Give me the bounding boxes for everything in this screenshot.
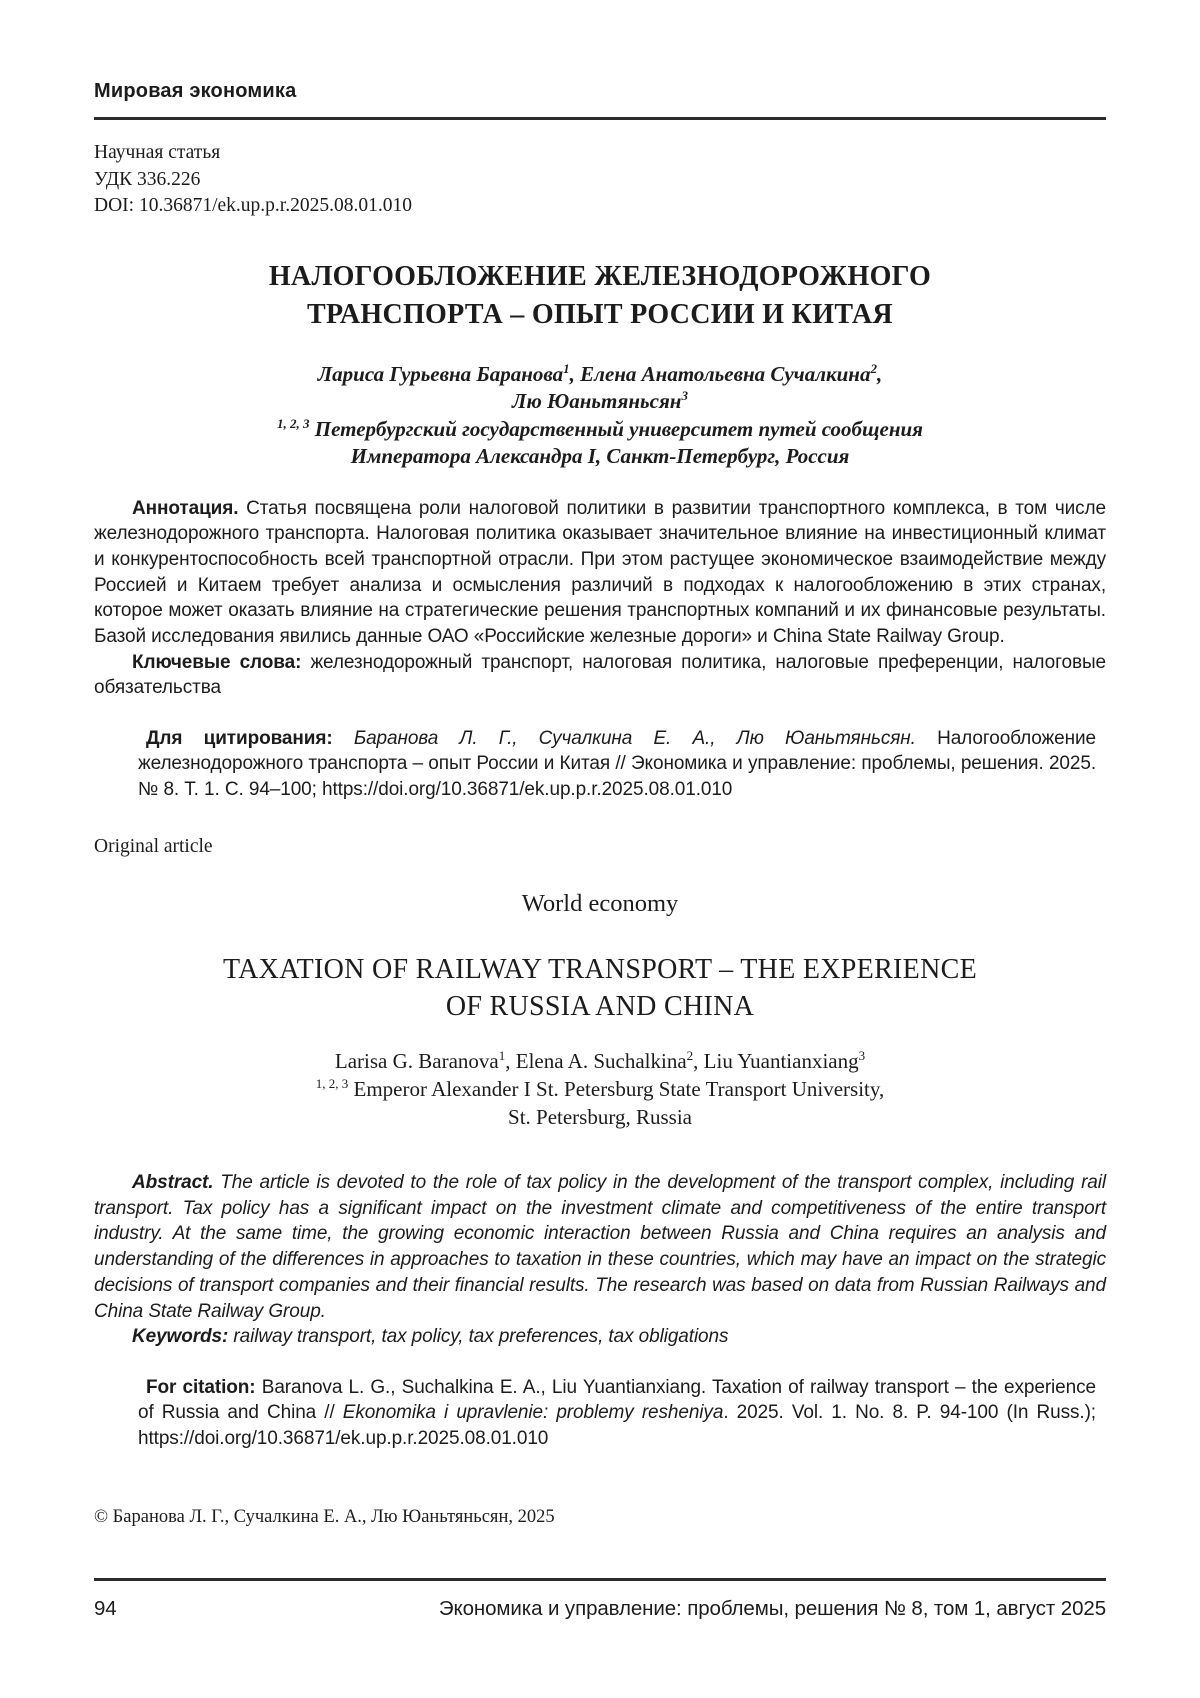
affiliation-en-line1: Emperor Alexander I St. Petersburg State Transport University, (353, 1077, 885, 1102)
author-en-3: , Liu Yuantianxiang (693, 1049, 859, 1074)
keywords-en-label: Keywords: (132, 1326, 229, 1348)
citation-en-label: For citation: (146, 1376, 256, 1398)
original-article-label: Original article (94, 836, 213, 858)
affiliation-en-sup: 1, 2, 3 (315, 1076, 349, 1092)
author-en-1: Larisa G. Baranova (334, 1049, 499, 1074)
affiliation-ru-line2: Императора Александра I, Санкт-Петербург, Россия (350, 444, 850, 468)
article-type-label: Научная статья (94, 142, 221, 163)
authors-affiliation-ru (94, 361, 1106, 471)
author-en-3-sup: 3 (858, 1048, 866, 1064)
keywords-en-text: railway transport, tax policy, tax preferences, tax obligations (233, 1326, 729, 1348)
author-ru-3-sup: 3 (681, 388, 688, 403)
abstract-ru-label: Аннотация. (132, 497, 239, 519)
author-en-2-sup: 2 (686, 1048, 694, 1064)
citation-ru-text: Налогообложение железнодорожного транспорта – опыт России и Китая // Экономика и управление: проблемы, решения. 2025. № 8. Т. 1. С. 94–100; https://doi.org/10.36871/ek.up.p.r.2025.08.01.010 (138, 728, 1097, 800)
keywords-en (94, 1324, 1106, 1350)
citation-ru (138, 726, 1096, 802)
citation-ru-authors: Баранова Л. Г., Сучалкина Е. А., Лю Юаньтяньсян. (353, 728, 916, 750)
affiliation-en-line2: St. Petersburg, Russia (508, 1105, 692, 1130)
page-footer (94, 1578, 1106, 1698)
abstract-ru-text: Статья посвящена роли налоговой политики в развитии транспортного комплекса, в том числе железнодорожного транспорта. Налоговая политика оказывает значительное влияние на инвестиционный климат и конкурентоспособность всей транспортной отрасли. При этом растущее экономическое взаимодействие между Россией и Китаем требует анализа и осмысления различий в подходах к налогообложению в этих странах, которое может оказать влияние на стратегические решения транспортных компаний и их финансовые результаты. Базой исследования явились данные ОАО «Российские железные дороги» и China State Railway Group. (94, 497, 1106, 648)
authors-affiliation-en (94, 1047, 1106, 1131)
keywords-ru (94, 650, 1106, 701)
footer-rule (94, 1578, 1106, 1581)
article-title-ru-line1: НАЛОГООБЛОЖЕНИЕ ЖЕЛЕЗНОДОРОЖНОГО (268, 260, 932, 292)
udc-label: УДК 336.226 (94, 168, 201, 190)
page-number: 94 (94, 1597, 117, 1620)
meta-block (94, 140, 1106, 220)
article-title-ru (94, 258, 1106, 334)
article-title-en-line2: OF RUSSIA AND CHINA (445, 991, 755, 1023)
author-ru-3: Лю Юаньтяньсян (512, 389, 682, 413)
footer-journal-line: Экономика и управление: проблемы, решения № 8, том 1, август 2025 (438, 1597, 1106, 1620)
article-title-en (94, 951, 1106, 1025)
abstract-en-label: Abstract. (132, 1172, 214, 1194)
article-title-ru-line2: ТРАНСПОРТА – ОПЫТ РОССИИ И КИТАЯ (307, 298, 893, 330)
affiliation-ru-sup: 1, 2, 3 (277, 415, 310, 431)
header-rule (94, 117, 1106, 120)
author-ru-1-sup: 1 (563, 360, 570, 376)
abstract-en (94, 1170, 1106, 1324)
article-title-en-line1: TAXATION OF RAILWAY TRANSPORT – THE EXPERIENCE (223, 954, 977, 986)
keywords-ru-label: Ключевые слова: (132, 651, 302, 673)
citation-en-before-journal: Baranova L. G., Suchalkina E. A., Liu Yuantianxiang. Taxation of railway transport – the experience of Russia and China // (138, 1376, 1096, 1424)
author-ru-2-sup: 2 (870, 360, 877, 376)
citation-ru-label: Для цитирования: (146, 728, 333, 750)
affiliation-ru-line1: Петербургский государственный университет путей сообщения (314, 416, 923, 441)
abstract-en-text: The article is devoted to the role of tax policy in the development of the transport complex, including rail transport. Tax policy has a significant impact on the investment climate and competitiveness of the entire transport industry. At the same time, the growing economic interaction between Russia and China requires an analysis and understanding of the differences in approaches to taxation in these countries, which may have an impact on the strategic decisions of transport companies and their financial results. The research was based on data from Russian Railways and China State Railway Group. (94, 1172, 1107, 1322)
author-en-1-sup: 1 (498, 1048, 506, 1064)
citation-en (138, 1375, 1096, 1451)
section-title-en: World economy (521, 890, 679, 918)
citation-en-after-journal: . 2025. Vol. 1. No. 8. P. 94-100 (In Russ.); https://doi.org/10.36871/ek.up.p.r.2025.08.01.010 (138, 1402, 1096, 1449)
author-ru-1: Лариса Гурьевна Баранова (317, 361, 564, 386)
authors-ru-comma: , (876, 361, 883, 386)
doi-label: DOI: 10.36871/ek.up.p.r.2025.08.01.010 (94, 195, 412, 216)
copyright-line: © Баранова Л. Г., Сучалкина Е. А., Лю Юаньтяньсян, 2025 (94, 1506, 555, 1527)
citation-en-journal: Ekonomika i upravlenie: problemy resheniya (342, 1402, 724, 1424)
author-ru-2: , Елена Анатольевна Сучалкина (569, 361, 871, 386)
section-header: Мировая экономика (94, 80, 297, 102)
keywords-ru-text: железнодорожный транспорт, налоговая политика, налоговые преференции, налоговые обязательства (94, 651, 1106, 699)
author-en-2: , Elena A. Suchalkina (505, 1049, 687, 1074)
abstract-ru (94, 496, 1106, 650)
